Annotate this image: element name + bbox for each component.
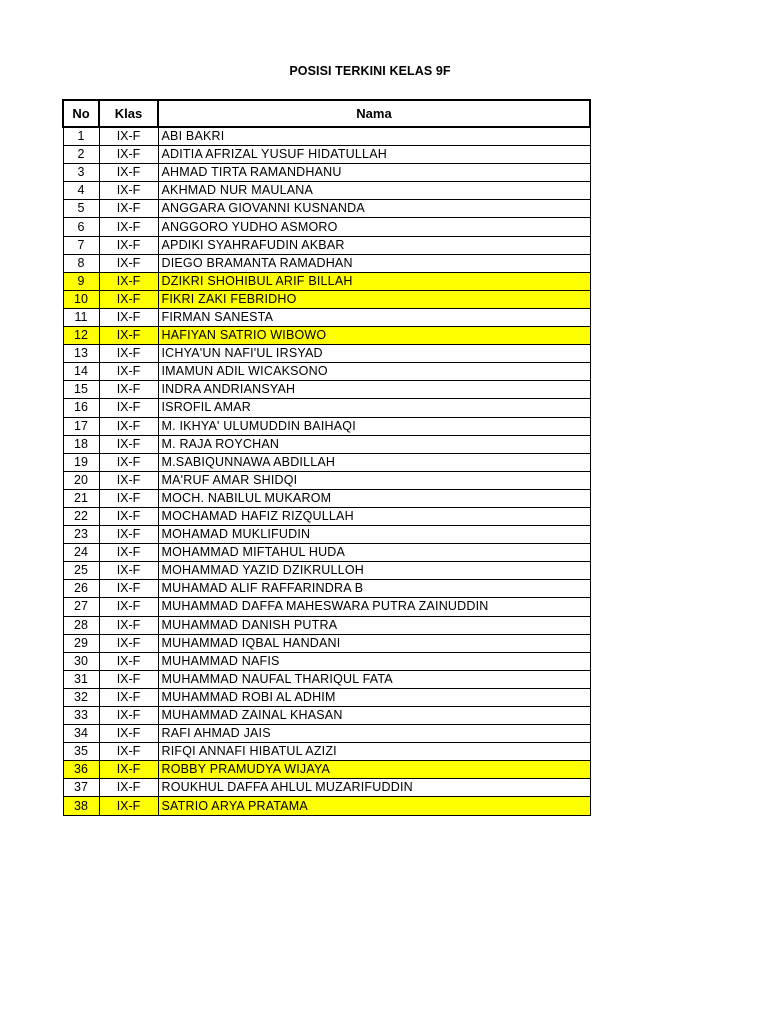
cell-no: 31 [63, 670, 99, 688]
cell-klas: IX-F [99, 652, 158, 670]
table-row [63, 688, 590, 706]
cell-nama: MUHAMMAD ROBI AL ADHIM [158, 688, 590, 706]
cell-no: 6 [63, 218, 99, 236]
cell-klas: IX-F [99, 616, 158, 634]
cell-nama: FIRMAN SANESTA [158, 308, 590, 326]
cell-no: 22 [63, 507, 99, 525]
cell-nama: INDRA ANDRIANSYAH [158, 381, 590, 399]
cell-nama: MUHAMAD ALIF RAFFARINDRA B [158, 580, 590, 598]
table-body [63, 127, 590, 815]
cell-klas: IX-F [99, 634, 158, 652]
cell-nama: MOHAMMAD YAZID DZIKRULLOH [158, 562, 590, 580]
cell-nama: AHMAD TIRTA RAMANDHANU [158, 164, 590, 182]
cell-klas: IX-F [99, 182, 158, 200]
cell-nama: M.SABIQUNNAWA ABDILLAH [158, 453, 590, 471]
student-table [62, 99, 591, 816]
cell-klas: IX-F [99, 761, 158, 779]
cell-klas: IX-F [99, 471, 158, 489]
table-row [63, 164, 590, 182]
table-row [63, 453, 590, 471]
cell-no: 7 [63, 236, 99, 254]
table-row [63, 345, 590, 363]
cell-klas: IX-F [99, 127, 158, 146]
cell-nama: MUHAMMAD DANISH PUTRA [158, 616, 590, 634]
table-row [63, 399, 590, 417]
table-row [63, 797, 590, 815]
table-row [63, 127, 590, 146]
cell-nama: MA'RUF AMAR SHIDQI [158, 471, 590, 489]
cell-no: 20 [63, 471, 99, 489]
table-row [63, 236, 590, 254]
cell-no: 38 [63, 797, 99, 815]
table-row [63, 435, 590, 453]
table-row [63, 725, 590, 743]
table-row [63, 146, 590, 164]
table-row [63, 272, 590, 290]
table-row [63, 562, 590, 580]
cell-klas: IX-F [99, 779, 158, 797]
table-header [63, 100, 590, 127]
table-row [63, 290, 590, 308]
cell-no: 27 [63, 598, 99, 616]
cell-klas: IX-F [99, 290, 158, 308]
cell-klas: IX-F [99, 725, 158, 743]
table-row [63, 182, 590, 200]
cell-no: 33 [63, 707, 99, 725]
cell-nama: ISROFIL AMAR [158, 399, 590, 417]
cell-no: 10 [63, 290, 99, 308]
cell-klas: IX-F [99, 327, 158, 345]
cell-nama: ROBBY PRAMUDYA WIJAYA [158, 761, 590, 779]
cell-klas: IX-F [99, 489, 158, 507]
cell-nama: DIEGO BRAMANTA RAMADHAN [158, 254, 590, 272]
cell-no: 17 [63, 417, 99, 435]
cell-klas: IX-F [99, 308, 158, 326]
table-row [63, 743, 590, 761]
cell-nama: MUHAMMAD ZAINAL KHASAN [158, 707, 590, 725]
table-row [63, 616, 590, 634]
cell-no: 29 [63, 634, 99, 652]
table-row [63, 308, 590, 326]
table-row [63, 652, 590, 670]
cell-no: 16 [63, 399, 99, 417]
cell-no: 3 [63, 164, 99, 182]
table-row [63, 670, 590, 688]
cell-klas: IX-F [99, 146, 158, 164]
cell-klas: IX-F [99, 381, 158, 399]
cell-nama: FIKRI ZAKI FEBRIDHO [158, 290, 590, 308]
header-no: No [63, 100, 99, 127]
cell-nama: MOCHAMAD HAFIZ RIZQULLAH [158, 507, 590, 525]
cell-klas: IX-F [99, 688, 158, 706]
cell-no: 14 [63, 363, 99, 381]
cell-no: 2 [63, 146, 99, 164]
table-row [63, 489, 590, 507]
cell-no: 23 [63, 526, 99, 544]
cell-nama: ICHYA'UN NAFI'UL IRSYAD [158, 345, 590, 363]
cell-no: 32 [63, 688, 99, 706]
cell-klas: IX-F [99, 164, 158, 182]
cell-klas: IX-F [99, 797, 158, 815]
cell-klas: IX-F [99, 218, 158, 236]
table-row [63, 254, 590, 272]
table-row [63, 200, 590, 218]
cell-no: 1 [63, 127, 99, 146]
cell-klas: IX-F [99, 236, 158, 254]
cell-no: 26 [63, 580, 99, 598]
cell-nama: HAFIYAN SATRIO WIBOWO [158, 327, 590, 345]
cell-nama: MOHAMAD MUKLIFUDIN [158, 526, 590, 544]
cell-nama: M. RAJA ROYCHAN [158, 435, 590, 453]
cell-klas: IX-F [99, 417, 158, 435]
table-row [63, 761, 590, 779]
table-row [63, 327, 590, 345]
cell-klas: IX-F [99, 562, 158, 580]
cell-no: 11 [63, 308, 99, 326]
cell-nama: MUHAMMAD DAFFA MAHESWARA PUTRA ZAINUDDIN [158, 598, 590, 616]
cell-nama: AKHMAD NUR MAULANA [158, 182, 590, 200]
cell-nama: RAFI AHMAD JAIS [158, 725, 590, 743]
cell-nama: MUHAMMAD NAUFAL THARIQUL FATA [158, 670, 590, 688]
table-row [63, 218, 590, 236]
table-row [63, 471, 590, 489]
cell-nama: IMAMUN ADIL WICAKSONO [158, 363, 590, 381]
cell-nama: M. IKHYA' ULUMUDDIN BAIHAQI [158, 417, 590, 435]
header-row [63, 100, 590, 127]
cell-nama: SATRIO ARYA PRATAMA [158, 797, 590, 815]
cell-no: 13 [63, 345, 99, 363]
cell-nama: ABI BAKRI [158, 127, 590, 146]
cell-klas: IX-F [99, 453, 158, 471]
table-row [63, 363, 590, 381]
cell-klas: IX-F [99, 345, 158, 363]
cell-nama: ANGGORO YUDHO ASMORO [158, 218, 590, 236]
cell-klas: IX-F [99, 598, 158, 616]
table-row [63, 598, 590, 616]
cell-klas: IX-F [99, 526, 158, 544]
table-row [63, 381, 590, 399]
cell-no: 18 [63, 435, 99, 453]
cell-nama: MOHAMMAD MIFTAHUL HUDA [158, 544, 590, 562]
table-row [63, 417, 590, 435]
table-row [63, 507, 590, 525]
page-title: POSISI TERKINI KELAS 9F [289, 64, 451, 78]
cell-no: 21 [63, 489, 99, 507]
cell-no: 19 [63, 453, 99, 471]
cell-no: 25 [63, 562, 99, 580]
table-row [63, 580, 590, 598]
cell-klas: IX-F [99, 580, 158, 598]
cell-no: 36 [63, 761, 99, 779]
header-nama: Nama [158, 100, 590, 127]
cell-klas: IX-F [99, 670, 158, 688]
cell-klas: IX-F [99, 544, 158, 562]
cell-nama: MUHAMMAD NAFIS [158, 652, 590, 670]
cell-no: 37 [63, 779, 99, 797]
table-row [63, 779, 590, 797]
cell-nama: MUHAMMAD IQBAL HANDANI [158, 634, 590, 652]
cell-nama: ADITIA AFRIZAL YUSUF HIDATULLAH [158, 146, 590, 164]
cell-no: 8 [63, 254, 99, 272]
cell-no: 35 [63, 743, 99, 761]
cell-no: 34 [63, 725, 99, 743]
cell-no: 5 [63, 200, 99, 218]
cell-klas: IX-F [99, 399, 158, 417]
cell-no: 24 [63, 544, 99, 562]
cell-klas: IX-F [99, 254, 158, 272]
cell-klas: IX-F [99, 707, 158, 725]
cell-no: 9 [63, 272, 99, 290]
cell-klas: IX-F [99, 272, 158, 290]
cell-nama: ROUKHUL DAFFA AHLUL MUZARIFUDDIN [158, 779, 590, 797]
cell-klas: IX-F [99, 743, 158, 761]
cell-nama: ANGGARA GIOVANNI KUSNANDA [158, 200, 590, 218]
cell-nama: MOCH. NABILUL MUKAROM [158, 489, 590, 507]
cell-no: 30 [63, 652, 99, 670]
table-row [63, 544, 590, 562]
cell-nama: RIFQI ANNAFI HIBATUL AZIZI [158, 743, 590, 761]
cell-nama: APDIKI SYAHRAFUDIN AKBAR [158, 236, 590, 254]
cell-no: 12 [63, 327, 99, 345]
table-row [63, 634, 590, 652]
cell-klas: IX-F [99, 435, 158, 453]
table-row [63, 526, 590, 544]
cell-klas: IX-F [99, 363, 158, 381]
header-klas: Klas [99, 100, 158, 127]
cell-no: 15 [63, 381, 99, 399]
cell-klas: IX-F [99, 507, 158, 525]
cell-klas: IX-F [99, 200, 158, 218]
cell-no: 28 [63, 616, 99, 634]
table-row [63, 707, 590, 725]
cell-nama: DZIKRI SHOHIBUL ARIF BILLAH [158, 272, 590, 290]
cell-no: 4 [63, 182, 99, 200]
